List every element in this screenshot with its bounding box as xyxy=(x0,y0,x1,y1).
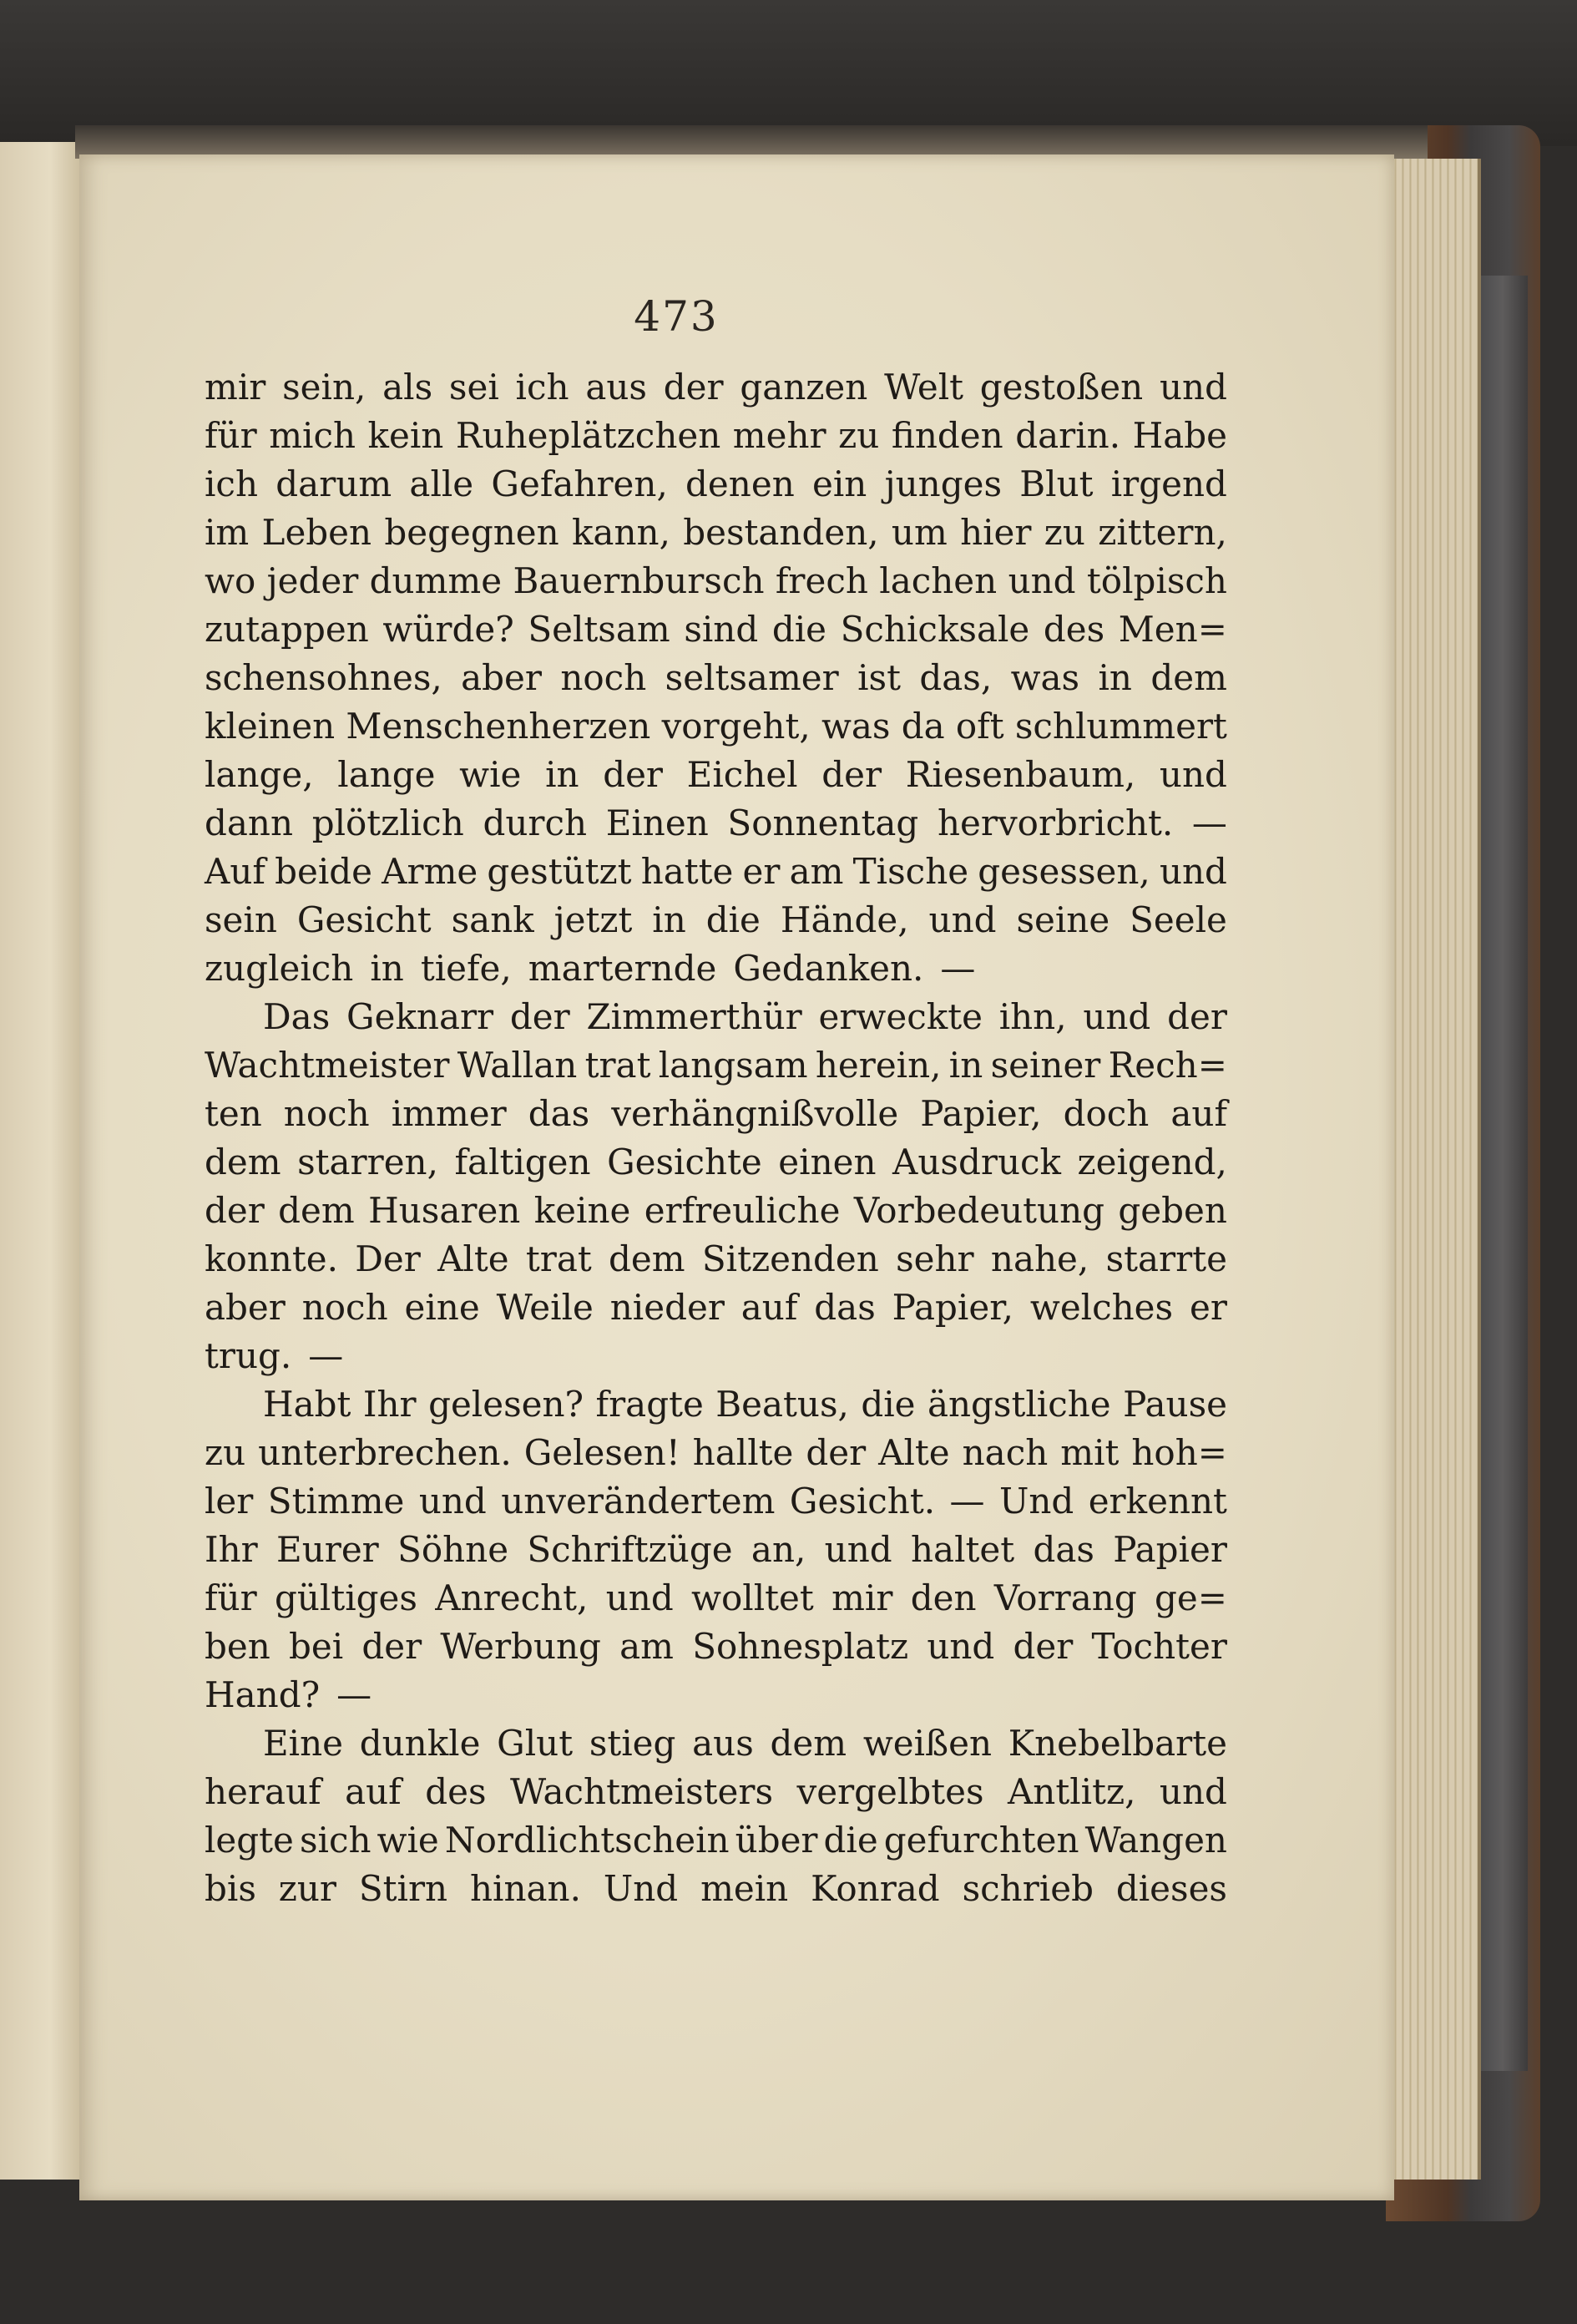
page-stack-edge xyxy=(1382,159,1481,2180)
text-line: wo jeder dumme Bauernbursch frech lachen und tölpisch xyxy=(205,560,1227,601)
text-line: zu unterbrechen. Gelesen! hallte der Alte nach mit hoh= xyxy=(205,1432,1227,1473)
text-line: aber noch eine Weile nieder auf das Papier, welches er xyxy=(205,1287,1227,1328)
text-line: lange, lange wie in der Eichel der Riesenbaum, und xyxy=(205,754,1227,795)
text-line: Hand? — xyxy=(205,1674,372,1715)
text-line: ben bei der Werbung am Sohnesplatz und der Tochter xyxy=(205,1626,1227,1667)
text-line: bis zur Stirn hinan. Und mein Konrad schrieb dieses xyxy=(205,1868,1227,1909)
left-page-edge xyxy=(0,142,86,2180)
text-line: Auf beide Arme gestützt hatte er am Tische gesessen, und xyxy=(205,851,1227,892)
background xyxy=(0,0,1577,146)
text-line: ler Stimme und unverändertem Gesicht. — Und erkennt xyxy=(205,1481,1227,1521)
top-shadow xyxy=(75,125,1428,159)
text-line: im Leben begegnen kann, bestanden, um hier zu zittern, xyxy=(205,512,1227,553)
page-number: 473 xyxy=(634,292,719,341)
text-line: herauf auf des Wachtmeisters vergelbtes Antlitz, und xyxy=(205,1771,1227,1812)
text-line: Habt Ihr gelesen? fragte Beatus, die ängstliche Pause xyxy=(263,1384,1227,1425)
text-line: Wachtmeister Wallan trat langsam herein, in seiner Rech= xyxy=(205,1045,1227,1086)
text-line: sein Gesicht sank jetzt in die Hände, und seine Seele xyxy=(205,899,1227,940)
text-line: für mich kein Ruheplätzchen mehr zu finden darin. Habe xyxy=(205,415,1227,456)
text-line: ten noch immer das verhängnißvolle Papier, doch auf xyxy=(205,1093,1227,1134)
text-line: konnte. Der Alte trat dem Sitzenden sehr nahe, starrte xyxy=(205,1238,1227,1279)
text-line: zutappen würde? Seltsam sind die Schicksale des Men= xyxy=(205,609,1227,650)
book-page xyxy=(79,154,1394,2200)
text-line: ich darum alle Gefahren, denen ein junges Blut irgend xyxy=(205,463,1227,504)
text-line: für gültiges Anrecht, und wolltet mir den Vorrang ge= xyxy=(205,1577,1227,1618)
text-line: kleinen Menschenherzen vorgeht, was da oft schlummert xyxy=(205,706,1227,747)
text-line: trug. — xyxy=(205,1335,344,1376)
text-line: Eine dunkle Glut stieg aus dem weißen Knebelbarte xyxy=(263,1723,1227,1764)
text-line: dem starren, faltigen Gesichte einen Ausdruck zeigend, xyxy=(205,1142,1227,1182)
text-line: Ihr Eurer Söhne Schriftzüge an, und haltet das Papier xyxy=(205,1529,1227,1570)
text-line: der dem Husaren keine erfreuliche Vorbedeutung geben xyxy=(205,1190,1227,1231)
text-line: legte sich wie Nordlichtschein über die gefurchten Wangen xyxy=(205,1820,1227,1861)
text-line: zugleich in tiefe, marternde Gedanken. — xyxy=(205,948,976,989)
text-line: schensohnes, aber noch seltsamer ist das, was in dem xyxy=(205,657,1227,698)
text-line: Das Geknarr der Zimmerthür erweckte ihn, und der xyxy=(263,996,1227,1037)
text-line: dann plötzlich durch Einen Sonnentag hervorbricht. — xyxy=(205,803,1227,843)
book-spine-leather xyxy=(1478,276,1528,2071)
text-block xyxy=(205,363,1227,1913)
text-line: mir sein, als sei ich aus der ganzen Welt gestoßen und xyxy=(205,367,1227,408)
